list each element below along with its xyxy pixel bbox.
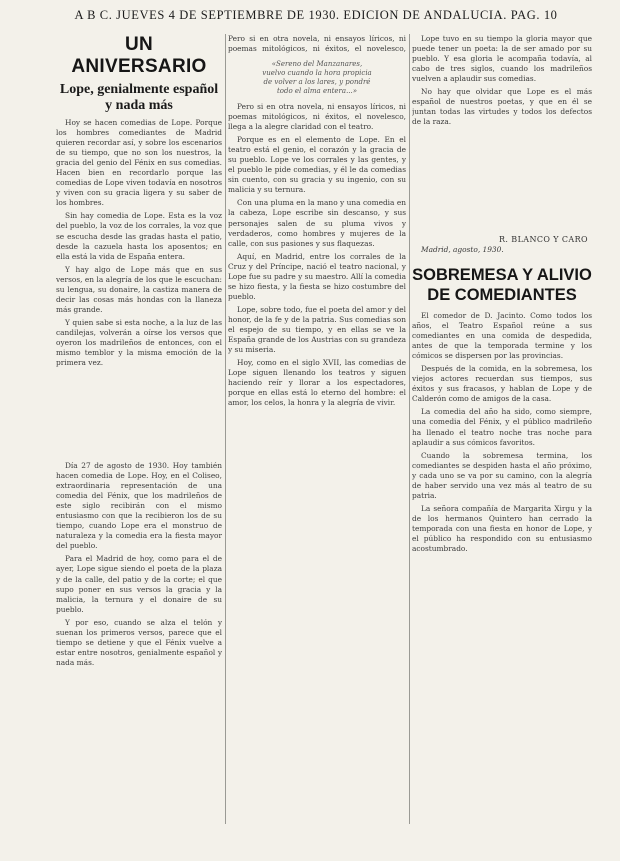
- article-body: [228, 102, 406, 782]
- paragraph: La señora compañía de Margarita Xirgu y la de los hermanos Quintero han cerrado la temporada con una fiesta en honor de Lope, y el público ha respondido con su entusiasmo acostumbrado.: [412, 503, 592, 554]
- author-signature: R. BLANCO Y CARO: [498, 235, 588, 244]
- article-body: [412, 311, 592, 729]
- paragraph: Y hay algo de Lope más que en sus versos, en la alegría de los que le escuchan: su lengua, su donaire, la castiza manera de decir las cosas más hondas con la llaneza más grande.: [56, 264, 222, 314]
- paragraph: La comedia del año ha sido, como siempre, una comedia del Fénix, y el público madrileño ha llenado el teatro noche tras noche para aplaudir a sus cómicos favoritos.: [412, 407, 592, 447]
- paragraph: Lope, sobre todo, fue el poeta del amor y del honor, de la fe y de la patria. Sus comedias son el espejo de su tiempo, y en ellas se ve la España grande de los Austrias con su grandeza y su miseria.: [228, 304, 406, 355]
- article-title: SOBREMESA Y ALIVIO DE COMEDIANTES: [412, 266, 592, 304]
- paragraph: Pero si en otra novela, ni ensayos líricos, ni poemas mitológicos, ni éxitos, el novelesco,: [228, 34, 406, 54]
- paragraph: El comedor de D. Jacinto. Como todos los años, el Teatro Español reúne a sus comediantes en una comida de despedida, antes de que la temporada termine y los cómicos se dispersen por las provincias.: [412, 311, 592, 361]
- article-body: [228, 34, 406, 54]
- paragraph: Aquí, en Madrid, entre los corrales de la Cruz y del Príncipe, nació el teatro nacional, y Lope fue su padre y su maestro. Allí la comedia se hizo fiesta, y la fiesta se hizo costumbre del pueblo.: [228, 251, 406, 301]
- paragraph: Después de la comida, en la sobremesa, los viejos actores recuerdan sus tiempos, sus éxitos y sus fracasos, y hablan de Lope y de Calderón como de amigos de la casa.: [412, 364, 592, 404]
- paragraph: Con una pluma en la mano y una comedia en la cabeza, Lope escribe sin descanso, y sus personajes salen de su pluma vivos y verdaderos, como hombres y mujeres de la calle, con sus pasiones y sus flaquezas.: [228, 198, 406, 248]
- article-body: [412, 34, 592, 230]
- column-rule: [409, 34, 410, 824]
- page-header: A B C. JUEVES 4 DE SEPTIEMBRE DE 1930. EDICION DE ANDALUCIA. PAG. 10: [74, 8, 558, 22]
- paragraph: Y quien sabe si esta noche, a la luz de las candilejas, volverán a oírse los versos que oyeron los madrileños de entonces, con el mismo temblor y la misma emoción de la primera vez.: [56, 317, 222, 368]
- paragraph: Para el Madrid de hoy, como para el de ayer, Lope sigue siendo el poeta de la plaza y de la calle, del patio y de la corte; el que supo poner en sus versos la gracia y la malicia, la ternura y el donaire de su pueblo.: [56, 554, 222, 614]
- dateline: Madrid, agosto, 1930.: [421, 245, 504, 254]
- paragraph: Sin hay comedia de Lope. Esta es la voz del pueblo, la voz de los corrales, la voz que se escucha desde las gradas hasta el patio, desde la cazuela hasta los aposentos; en ella está la vida de España entera.: [56, 211, 222, 261]
- article-subtitle: Lope, genialmente español y nada más: [59, 82, 219, 113]
- paragraph: Hoy se hacen comedias de Lope. Porque los hombres comediantes de Madrid quieren recordar así, y sobre los escenarios de su tiempo, que no son los nuestros, la gracia del genio del Fénix en sus comedias. Hacen bien en recordarlo porque las comedias de Lope viven todavía en nosotros y viven con su gracia ligera y su saber de los hombres.: [56, 118, 222, 208]
- article-body-continued: [56, 461, 222, 861]
- paragraph: Y por eso, cuando se alza el telón y suenan los primeros versos, parece que el tiempo se detiene y que el Fénix vuelve a estar entre nosotros, genialmente español y nada más.: [56, 617, 222, 667]
- column-3: [412, 34, 592, 729]
- paragraph: Hoy, como en el siglo XVII, las comedias de Lope siguen llenando los teatros y siguen haciendo reír y llorar a los espectadores, porque en ellas está lo eterno del hombre: el amor, los celos, la honra y la alegría de vivir.: [228, 358, 406, 408]
- paragraph: Cuando la sobremesa termina, los comediantes se despiden hasta el año próximo, y cada uno se va por su camino, con la alegría de haber servido una vez más al teatro de su patria.: [412, 450, 592, 500]
- paragraph: Pero si en otra novela, ni ensayos líricos, ni poemas mitológicos, ni éxitos, el novelesco, llega a la alegre claridad con el teatro.: [228, 102, 406, 132]
- article-body: [56, 118, 222, 453]
- column-1: [56, 34, 222, 861]
- column-rule: [225, 34, 226, 824]
- verse-quote: «Sereno del Manzanares, vuelvo cuando la hora propicia de volver a los lares, y pondré todo el alma entera...»: [262, 60, 372, 95]
- article-title: UN ANIVERSARIO: [71, 34, 207, 77]
- paragraph: Porque es en el elemento de Lope. En el teatro está el genio, el corazón y la gracia de su pueblo. Lope ve los corrales y las gentes, y el pueblo le pide comedias, y él le da comedias sin cuento, con su gracia y su ingenio, con su malicia y su ternura.: [228, 135, 406, 195]
- paragraph: Lope tuvo en su tiempo la gloria mayor que puede tener un poeta: la de ser amado por su pueblo. Y esa gloria le acompaña todavía, al cabo de tres siglos, cuando los madrileños vuelven a aplaudir sus comedias.: [412, 34, 592, 84]
- paragraph: Día 27 de agosto de 1930. Hoy también hacen comedia de Lope. Hoy, en el Coliseo, extraordinaria representación de una comedia del Fénix, que los madrileños de este siglo recibirán con el mismo entusiasmo con que la recibieron los de su tiempo, cuando Lope era el monstruo de naturaleza y la comedia era la fiesta mayor del pueblo.: [56, 461, 222, 551]
- paragraph: No hay que olvidar que Lope es el más español de nuestros poetas, y que en él se juntan todas las virtudes y todos los defectos de la raza.: [412, 87, 592, 127]
- column-2: [228, 34, 406, 782]
